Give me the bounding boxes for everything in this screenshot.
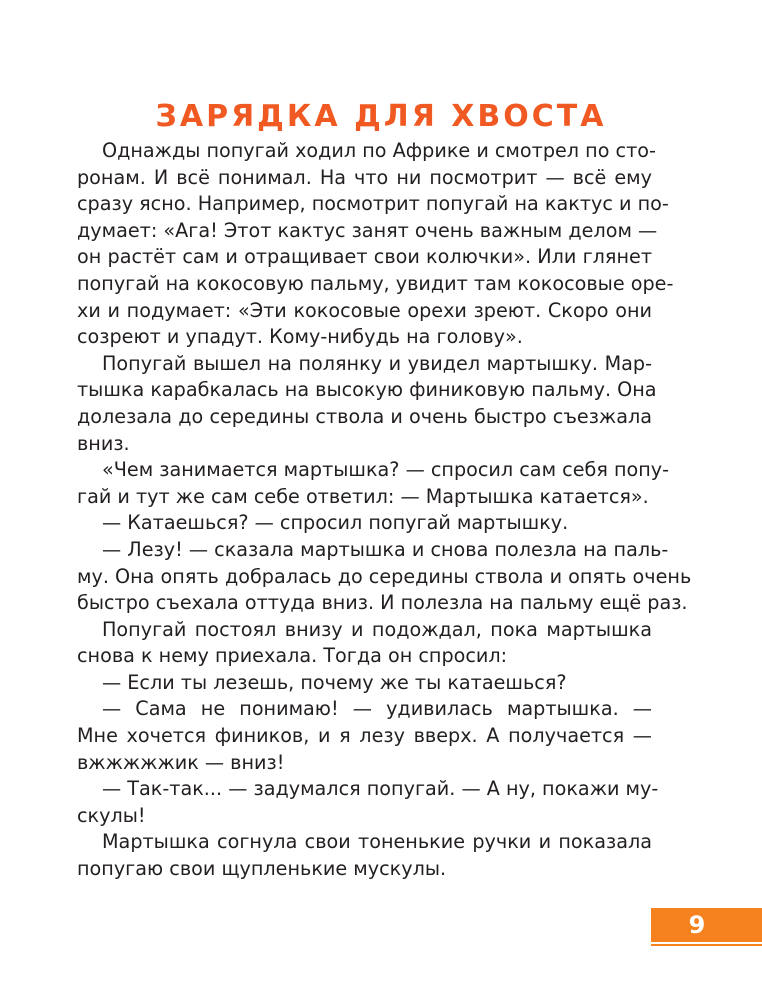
text-line: — Лезу! — сказала мартышка и снова полезла на паль-: [102, 537, 669, 561]
page-number: 9: [688, 911, 706, 939]
text-line: — Если ты лезешь, почему же ты катаешься?: [102, 670, 567, 694]
text-line: Мне хочется фиников, и я лезу вверх. А получается —: [77, 724, 652, 748]
text-line: — Катаешься? — спросил попугай мартышку.: [102, 511, 569, 535]
text-line: он растёт сам и отращивает свои колючки». Или глянет: [77, 245, 652, 269]
text-line: снова к нему приехала. Тогда он спросил:: [77, 644, 508, 668]
text-line: Однажды попугай ходил по Африке и смотрел по сто-: [102, 139, 656, 162]
text-line: Попугай вышел на полянку и увидел мартышку. Мар-: [102, 351, 652, 375]
text-line: му. Она опять добралась до середины ствола и опять очень: [77, 564, 692, 588]
text-line: вниз.: [77, 431, 130, 455]
text-line: Попугай постоял внизу и подождал, пока мартышка: [102, 617, 652, 641]
text-line: попугай на кокосовую пальму, увидит там кокосовые оре-: [77, 271, 674, 295]
text-line: долезала до середины ствола и очень быстро съезжала: [77, 404, 652, 428]
text-line: сразу ясно. Например, посмотрит попугай на кактус и по-: [77, 192, 669, 216]
text-line: вжжжжжик — вниз!: [77, 750, 285, 774]
page-title: ЗАРЯДКА ДЛЯ ХВОСТА: [155, 99, 607, 135]
text-line: думает: «Ага! Этот кактус занят очень важным делом —: [77, 218, 658, 242]
text-line: «Чем занимается мартышка? — спросил сам себя попу-: [102, 458, 670, 482]
page-number-underline: [651, 944, 762, 946]
text-line: ронам. И всё понимал. На что ни посмотрит — всё ему: [77, 165, 652, 189]
text-line: гай и тут же сам себе ответил: — Мартышка катается».: [77, 484, 649, 508]
text-line: попугаю свои щупленькие мускулы.: [77, 857, 447, 881]
text-line: — Сама не понимаю! — удивилась мартышка. —: [102, 697, 652, 721]
story-text: [77, 138, 692, 883]
text-line: созреют и упадут. Кому-нибудь на голову».: [77, 325, 523, 349]
text-line: скулы!: [77, 803, 146, 827]
text-line: хи и подумает: «Эти кокосовые орехи зреют. Скоро они: [77, 298, 652, 322]
text-line: — Так-так... — задумался попугай. — А ну, покажи му-: [102, 777, 659, 801]
text-line: быстро съехала оттуда вниз. И полезла на пальму ещё раз.: [77, 591, 688, 615]
text-line: Мартышка согнула свои тоненькие ручки и показала: [102, 830, 652, 854]
text-line: тышка карабкалась на высокую финиковую пальму. Она: [77, 378, 657, 402]
